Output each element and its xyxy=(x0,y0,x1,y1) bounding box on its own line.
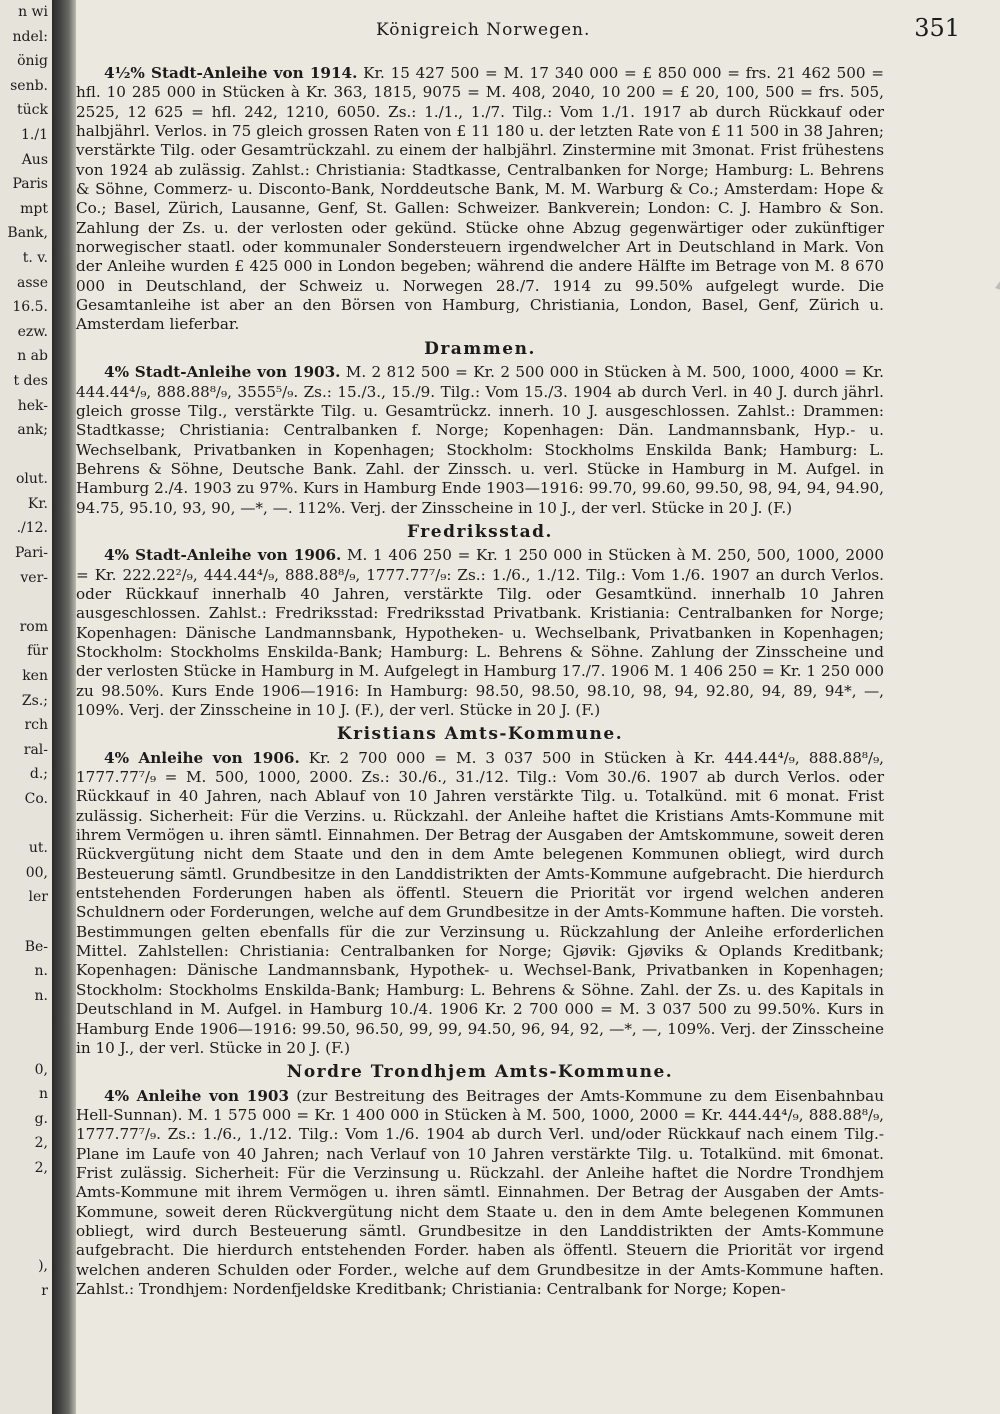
loan-entry xyxy=(76,1087,884,1300)
loan-entry xyxy=(76,64,884,335)
margin-fragment: Co. xyxy=(24,791,48,807)
loan-entry-text: (zur Bestreitung des Beitrages der Amts-Kommune zu dem Eisenbahnbau Hell-Sunnan). M. 1 575 000 = Kr. 1 400 000 in Stücken à M. 500, 1000, 2000 = Kr. 444.44⁴/₉, 888.88⁸/₉, 1777.77⁷/₉. Zs.: 1./6., 1./12. Tilg.: Vom 1./6. 1904 ab durch Verl. und/oder Rückkauf nach einem Tilg.-Plane im Laufe von 40 Jahren; nach Verlauf von 10 Jahren verstärkte Tilg. u. Totalkünd. mit 6monat. Frist zulässig. Sicherheit: Für die Verzinsung u. Rückzahl. der Anleihe haftet die Nordre Trondhjem Amts-Kommune mit ihrem Vermögen u. ihren sämtl. Einnahmen. Der Betrag der Ausgaben der Amts-Kommune, soweit deren Rückvergütung nicht dem Staate u. den in dem Amte belegenen Kommunen obliegt, wird durch Besteuerung sämtl. Grundbesitze in den Landdistrikten der Amts-Kommune aufgebracht. Die hierdurch entstehenden Forder. haben als öffentl. Steuern die Priorität vor irgend welchen anderen Schulden oder Forder., welche auf dem Grundbesitze in der Amts-Kommune haften. Zahlst.: Trondhjem: Nordenfjeldske Kreditbank; Christiania: Centralbank for Norge; Kopen- xyxy=(76,1086,884,1298)
margin-fragment: Be- xyxy=(24,938,48,955)
running-head: Königreich Norwegen. xyxy=(376,20,591,40)
book-gutter xyxy=(52,0,76,1414)
margin-fragment: ken xyxy=(22,668,48,685)
loan-entry-title: 4% Anleihe von 1906. xyxy=(104,748,300,767)
margin-fragment: ral- xyxy=(23,741,48,758)
margin-fragment xyxy=(0,812,52,837)
loan-entry-text: M. 2 812 500 = Kr. 2 500 000 in Stücken à M. 500, 1000, 4000 = Kr. 444.44⁴/₉, 888.88⁸/₉, 3555⁵/₉. Zs.: 15./3., 15./9. Tilg.: Vom 15./3. 1904 ab durch Verl. in 40 J. durch jährl. gleich grosse Tilg., verstärkte Tilg. u. Gesamtrückz. innerh. 10 J. ausgeschlossen. Zahlst.: Drammen: Stadtkasse; Christiania: Centralbanken f. Norge; Kopenhagen: Dän. Landmannsbank, Hyp.- u. Wechselbank, Privatbanken in Kopenhagen; Stockholm: Stockholms Enskilda Bank; Hamburg: L. Behrens & Söhne, Deutsche Bank. Zahl. der Zinssch. u. verl. Stücke in Hamburg in M. Aufgel. in Hamburg 2./4. 1903 zu 97%. Kurs in Hamburg Ende 1903—1916: 99.70, 99.60, 99.50, 98, 94, 94, 94.90, 94.75, 95.10, 93, 90, —*, —. 112%. Verj. der Zinsscheine in 10 J., der verl. Stücke in 20 J. (F.) xyxy=(76,363,884,517)
section-heading: Fredriksstad. xyxy=(407,521,553,542)
margin-fragment: ank; xyxy=(17,422,48,439)
margin-fragment: Bank, xyxy=(7,225,48,242)
section-heading: Nordre Trondhjem Amts-Kommune. xyxy=(286,1062,674,1083)
margin-fragment: n. xyxy=(34,963,48,980)
margin-fragment: ), xyxy=(38,1258,48,1275)
margin-fragment: Paris xyxy=(12,176,48,193)
loan-entry-title: 4% Anleihe von 1903 xyxy=(104,1086,290,1105)
margin-fragment: senb. xyxy=(10,77,48,94)
margin-fragment: mpt xyxy=(20,200,48,217)
margin-fragment: olut. xyxy=(16,471,48,488)
margin-fragment xyxy=(0,1205,52,1230)
loan-entry xyxy=(76,363,884,518)
page xyxy=(76,0,1000,1414)
page-header xyxy=(76,14,966,48)
margin-fragment xyxy=(0,443,52,468)
section-heading: Kristians Amts-Kommune. xyxy=(336,724,624,745)
margin-fragment: rch xyxy=(24,717,48,734)
margin-fragment: t. v. xyxy=(22,249,48,266)
margin-fragment: rom xyxy=(19,618,48,635)
loan-entry-title: 4½% Stadt-Anleihe von 1914. xyxy=(104,64,358,82)
margin-fragment: 2, xyxy=(34,1159,48,1176)
loan-entry-title: 4% Stadt-Anleihe von 1903. xyxy=(104,363,341,382)
margin-fragment: ler xyxy=(28,889,48,906)
section-heading: Drammen. xyxy=(424,338,536,359)
margin-fragment: asse xyxy=(16,274,48,291)
paper-speck xyxy=(991,270,1000,300)
margin-fragment: ndel: xyxy=(12,28,48,45)
page-content xyxy=(76,64,884,1299)
margin-fragment xyxy=(0,1008,52,1033)
margin-fragment: tück xyxy=(17,102,48,119)
margin-fragment: ezw. xyxy=(17,323,48,340)
margin-fragment: 00, xyxy=(25,864,48,881)
margin-fragment xyxy=(0,1230,52,1255)
margin-fragment: n xyxy=(38,1086,48,1103)
margin-fragment xyxy=(0,590,52,615)
margin-fragment: 0, xyxy=(34,1061,48,1078)
margin-fragment: t des xyxy=(13,372,48,389)
margin-fragment: n ab xyxy=(17,348,48,365)
loan-entry xyxy=(76,749,884,1059)
margin-fragment: ut. xyxy=(28,840,48,857)
margin-fragment: önig xyxy=(17,53,48,70)
margin-fragment: ./12. xyxy=(16,520,48,537)
margin-fragment: d.; xyxy=(29,766,48,783)
margin-fragment: Aus xyxy=(21,151,48,168)
loan-entry-text: M. 1 406 250 = Kr. 1 250 000 in Stücken à M. 250, 500, 1000, 2000 = Kr. 222.22²/₉, 444.44⁴/₉, 888.88⁸/₉, 1777.77⁷/₉: Zs.: 1./6., 1./12. Tilg.: Vom 1./6. 1907 an durch Verlos. oder Rückkauf innerhalb 40 Jahren, verstärkte Tilg. oder Gesamtkünd. innerhalb 10 Jahren ausgeschlossen. Zahlst.: Fredriksstad: Fredriksstad Privatbank. Kristiania: Centralbanken for Norge; Kopenhagen: Dänische Landmannsbank, Hypotheken- u. Wechselbank, Privatbanken in Kopenhagen; Stockholm: Stockholms Enskilda-Bank; Hamburg: L. Behrens & Söhne. Zahlung der Zinsscheine und der verlosten Stücke in Hamburg in M. Aufgelegt in Hamburg 17./7. 1906 M. 1 406 250 = Kr. 1 250 000 zu 98.50%. Kurs Ende 1906—1916: In Hamburg: 98.50, 98.50, 98.10, 98, 94, 92.80, 94, 89, 94*, —, 109%. Verj. der Zinsscheine in 10 J. (F.), der verl. Stücke in 20 J. (F.) xyxy=(76,546,884,719)
margin-fragment: für xyxy=(27,643,48,660)
loan-entry-text: Kr. 2 700 000 = M. 3 037 500 in Stücken à Kr. 444.44⁴/₉, 888.88⁸/₉, 1777.77⁷/₉ = M. 500, 1000, 2000. Zs.: 30./6., 31./12. Tilg.: Vom 30./6. 1907 ab durch Verlos. oder Rückkauf in 40 Jahren, nach Ablauf von 10 Jahren verstärkte Tilg. u. Totalkünd. mit 6 monat. Frist zulässig. Sicherheit: Für die Verzins. u. Rückzahl. der Anleihe haftet die Kristians Amts-Kommune mit ihrem Vermögen u. ihren sämtl. Einnahmen. Der Betrag der Ausgaben der Amtskommune, soweit deren Rückvergütung nicht dem Staate und den in dem Amte belegenen Kommunen obliegt, wird durch Besteuerung sämtl. Grundbesitze in den Landdistrikten der Amts-Kommune aufgebracht. Die hierdurch entstehenden Forderungen haben als öffentl. Steuern die Priorität vor irgend welchen anderen Schuldnern oder Forderungen, welche auf dem Grundbesitze in der Amts-Kommune haften. Die vorsteh. Bestimmungen gelten ebenfalls für die zur Verzinsung u. Rückzahlung der Anleihe erforderlichen Mittel. Zahlstellen: Christiania: Centralbanken for Norge; Gjøvik: Gjøviks & Oplands Kreditbank; Kopenhagen: Dänische Landmannsbank, Hypothek- u. Wechsel-Bank, Privatbanken in Kopenhagen; Stockholm: Stockholms Enskilda-Bank; Hamburg: L. Behrens & Söhne. Zahl. der Zs. u. des Kapitals in Deutschland in M. Aufgel. in Hamburg 10./4. 1906 Kr. 2 700 000 = M. 3 037 500 zu 99.50%. Kurs in Hamburg Ende 1906—1916: 99.50, 96.50, 99, 99, 94.50, 96, 94, 92, —*, —, 109%. Verj. der Zinsscheine in 10 J., der verl. Stücke in 20 J. (F.) xyxy=(76,748,885,1057)
margin-fragment: g. xyxy=(34,1110,48,1127)
margin-fragment xyxy=(0,1033,52,1058)
margin-fragment: n wi xyxy=(18,4,48,20)
adjacent-page-strip xyxy=(0,0,52,1414)
margin-fragment: Zs.; xyxy=(21,692,48,709)
page-number: 351 xyxy=(914,14,960,42)
margin-fragment: 2, xyxy=(34,1135,48,1152)
margin-fragment: ver- xyxy=(20,569,48,586)
loan-entry-text: Kr. 15 427 500 = M. 17 340 000 = £ 850 000 = frs. 21 462 500 = hfl. 10 285 000 in Stücken à Kr. 363, 1815, 9075 = M. 408, 2040, 10 200 = £ 20, 100, 500 = frs. 505, 2525, 12 625 = hfl. 242, 1210, 6050. Zs.: 1./1., 1./7. Tilg.: Vom 1./1. 1917 ab durch Rückkauf oder halbjährl. Verlos. in 75 gleich grossen Raten von £ 11 180 u. der letzten Rate von £ 11 500 in 38 Jahren; verstärkte Tilg. oder Gesamtrückzahl. zu einem der halbjährl. Zinstermine mit 3monat. Frist frühestens von 1924 ab zulässig. Zahlst.: Christiania: Stadtkasse, Centralbanken for Norge; Hamburg: L. Behrens & Söhne, Commerz- u. Disconto-Bank, Norddeutsche Bank, M. M. Warburg & Co.; Amsterdam: Hope & Co.; Basel, Zürich, Lausanne, Genf, St. Gallen: Schweizer. Bankverein; London: C. J. Hambro & Son. Zahlung der Zs. u. der verlosten oder gekünd. Stücke ohne Abzug gegenwärtiger oder zukünftiger norwegischer staatl. oder kommunaler Sondersteuern irgendwelcher Art in Deutschland in Mark. Von der Anleihe wurden £ 425 000 in London begeben; während die andere Hälfte im Betrage von M. 8 670 000 in Deutschland, der Schweiz u. Norwegen 28./7. 1914 zu 99.50% aufgelegt wurde. Die Gesamtanleihe ist aber an den Börsen von Hamburg, Christiania, London, Basel, Genf, Zürich u. Amsterdam lieferbar. xyxy=(76,64,884,334)
margin-fragment: Kr. xyxy=(27,495,48,512)
loan-entry-title: 4% Stadt-Anleihe von 1906. xyxy=(104,546,342,565)
margin-fragment: 16.5. xyxy=(12,299,48,316)
margin-fragment: 1./1 xyxy=(21,126,48,143)
margin-fragment xyxy=(0,1181,52,1206)
margin-fragment xyxy=(0,910,52,935)
margin-fragment: n. xyxy=(34,987,48,1004)
margin-fragment: hek- xyxy=(17,397,48,414)
loan-entry xyxy=(76,546,884,720)
margin-fragment: r xyxy=(41,1282,48,1299)
margin-fragment: Pari- xyxy=(14,545,48,562)
